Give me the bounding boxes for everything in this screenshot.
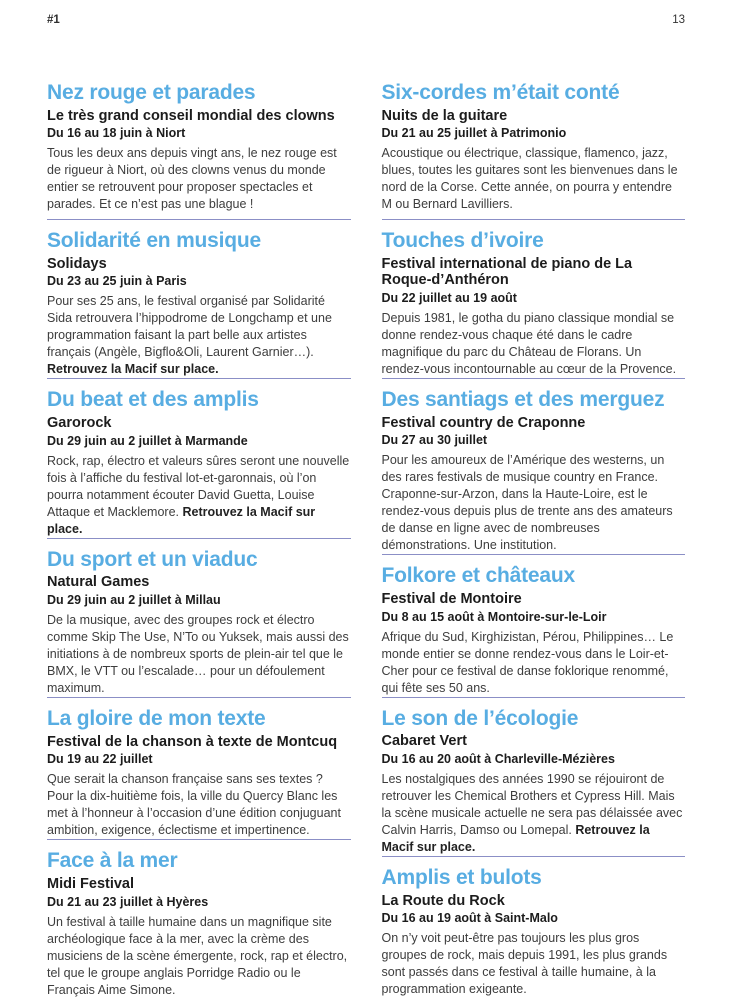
article-date: Du 8 au 15 août à Montoire-sur-le-Loir [381, 609, 607, 624]
article-title: Amplis et bulots [381, 866, 542, 890]
issue-number: #1 [47, 14, 60, 26]
article-body [47, 453, 351, 538]
article-title: Folkore et châteaux [381, 564, 575, 588]
article-date: Du 27 au 30 juillet [381, 433, 488, 448]
article-six-cordes [382, 82, 686, 219]
article-subtitle: Garorock [47, 415, 112, 432]
article-subtitle: La Route du Rock [381, 892, 505, 909]
article-face-a-la-mer [47, 839, 351, 998]
right-column [382, 82, 686, 999]
article-date: Du 23 au 25 juin à Paris [47, 274, 187, 289]
article-title: Face à la mer [47, 849, 178, 873]
article-subtitle: Le très grand conseil mondial des clowns [47, 107, 335, 124]
article-des-santiags-et-des-merguez [382, 378, 686, 554]
article-solidarite-en-musique [47, 219, 351, 378]
article-subtitle: Midi Festival [47, 876, 135, 893]
macif-cta: Retrouvez la Macif sur place. [47, 362, 219, 377]
article-body [382, 629, 686, 697]
article-title: Solidarité en musique [47, 229, 262, 252]
macif-cta: Retrouvez la Macif sur place. [47, 504, 316, 536]
body-text: Un festival à taille humaine dans un magnifique site archéologique face à la mer, avec la crème des musiciens de la scène émergente, rock, rap et électro, tel que le groupe anglais Porridge Radio ou le Français Aime Simone. [47, 914, 348, 997]
article-folkore-et-chateaux [382, 554, 686, 696]
body-text: Que serait la chanson française sans ses textes ? Pour la dix-huitième fois, la ville du Quercy Blanc les met à l’honneur à l’occasion d’une édition conjuguant ambition, exigence, éclectisme et impertinence. [47, 772, 341, 838]
page-number: 13 [672, 14, 685, 26]
macif-cta: Retrouvez la Macif sur place. [381, 823, 650, 855]
article-body [382, 310, 686, 378]
body-text: On n’y voit peut-être pas toujours les plus gros groupes de rock, mais depuis 1991, les plus grands sont passés dans ce festival à taille humaine, à la programmation exigeante. [381, 931, 668, 997]
article-body [47, 914, 351, 999]
article-body [47, 612, 351, 697]
article-body [47, 771, 351, 839]
left-column [47, 82, 351, 999]
article-title: Touches d’ivoire [381, 229, 544, 252]
article-touches-d-ivoire [382, 219, 686, 378]
article-body [382, 145, 686, 213]
article-date: Du 21 au 23 juillet à Hyères [47, 894, 209, 909]
body-text: Les nostalgiques des années 1990 se réjouiront de retrouver les Chemical Brothers et Cypress Hill. Mais la scène musicale actuelle ne sera pas délaissée avec Calvin Harris, Damso ou Lomepal. [381, 772, 683, 838]
article-nez-rouge-et-parades [47, 82, 351, 219]
article-la-gloire-de-mon-texte [47, 697, 351, 839]
article-subtitle: Nuits de la guitare [381, 107, 508, 124]
article-date: Du 29 juin au 2 juillet à Millau [47, 593, 221, 608]
article-date: Du 19 au 22 juillet [47, 752, 153, 767]
article-subtitle: Solidays [47, 255, 107, 272]
article-date: Du 16 au 20 août à Charleville-Mézières [381, 752, 615, 767]
article-title: Des santiags et des merguez [381, 388, 665, 412]
body-text: Afrique du Sud, Kirghizistan, Pérou, Philippines… Le monde entier se donne rendez-vous dans le Loir-et-Cher pour ce festival de danse foklorique renommé, qui fête ses 50 ans. [381, 629, 674, 695]
article-title: La gloire de mon texte [47, 707, 266, 731]
article-title: Le son de l’écologie [381, 706, 579, 730]
article-subtitle: Festival de Montoire [381, 591, 522, 608]
article-subtitle: Cabaret Vert [381, 733, 467, 750]
article-body [47, 145, 351, 213]
body-text: Acoustique ou électrique, classique, flamenco, jazz, blues, toutes les guitares sont les bienvenues dans le nord de la Corse. Cette année, on pourra y entendre M ou Bernard Lavilliers. [381, 146, 678, 212]
article-title: Du sport et un viaduc [47, 547, 258, 571]
body-text: Pour les amoureux de l’Amérique des westerns, un des rares festivals de musique country en France. Craponne-sur-Arzon, dans la Haute-Loire, est le rendez-vous depuis plus de trente ans des amateurs de danse en ligne avec de nombreuses démonstrations. Une institution. [381, 453, 673, 553]
article-amplis-et-bulots [382, 856, 686, 998]
article-title: Du beat et des amplis [47, 388, 259, 412]
article-date: Du 22 juillet au 19 août [381, 291, 517, 306]
content [47, 82, 685, 999]
article-body [47, 293, 351, 378]
article-body [382, 930, 686, 998]
article-le-son-de-l-ecologie [382, 697, 686, 856]
article-date: Du 16 au 19 août à Saint-Malo [381, 911, 558, 926]
body-text: Depuis 1981, le gotha du piano classique mondial se donne rendez-vous chaque été dans le cadre magnifique du parc du Château de Florans. Un rendez-vous incontournable au cœur de la Provence. [381, 311, 677, 377]
page-header [47, 14, 685, 26]
article-du-sport-et-un-viaduc [47, 538, 351, 697]
article-body [382, 452, 686, 554]
article-date: Du 21 au 25 juillet à Patrimonio [381, 126, 567, 141]
article-subtitle: Festival de la chanson à texte de Montcuq [47, 733, 338, 750]
article-title: Nez rouge et parades [47, 81, 256, 104]
article-body [382, 771, 686, 856]
body-text: Pour ses 25 ans, le festival organisé par Solidarité Sida retrouvera l’hippodrome de Longchamp et une programmation faisant la part belle aux artistes français (Angèle, Bigflo&Oli, Laurent Garnier…). [47, 294, 332, 360]
article-subtitle: Festival international de piano de La Roque-d’Anthéron [381, 255, 633, 289]
article-subtitle: Festival country de Craponne [381, 414, 586, 431]
body-text: Rock, rap, électro et valeurs sûres seront une nouvelle fois à l’affiche du festival lot-et-garonnais, où l’on pourra notamment écouter David Guetta, Louise Attaque et Macklemore. [47, 453, 350, 519]
article-date: Du 29 juin au 2 juillet à Marmande [47, 433, 248, 448]
body-text: Tous les deux ans depuis vingt ans, le nez rouge est de rigueur à Niort, où des clowns venus du monde entier se retrouvent pour proposer spectacles et parades. Et ce n’est pas une blague ! [47, 146, 337, 212]
article-subtitle: Natural Games [47, 574, 150, 591]
article-du-beat-et-des-amplis [47, 378, 351, 537]
article-date: Du 16 au 18 juin à Niort [47, 126, 186, 141]
body-text: De la musique, avec des groupes rock et électro comme Skip The Use, N’To ou Yuksek, mais aussi des initiations à de nombreux sports de plein-air tel que le BMX, le VTT ou l’escalade… pour un défoulement maximum. [47, 613, 349, 696]
article-title: Six-cordes m’était conté [381, 81, 620, 104]
